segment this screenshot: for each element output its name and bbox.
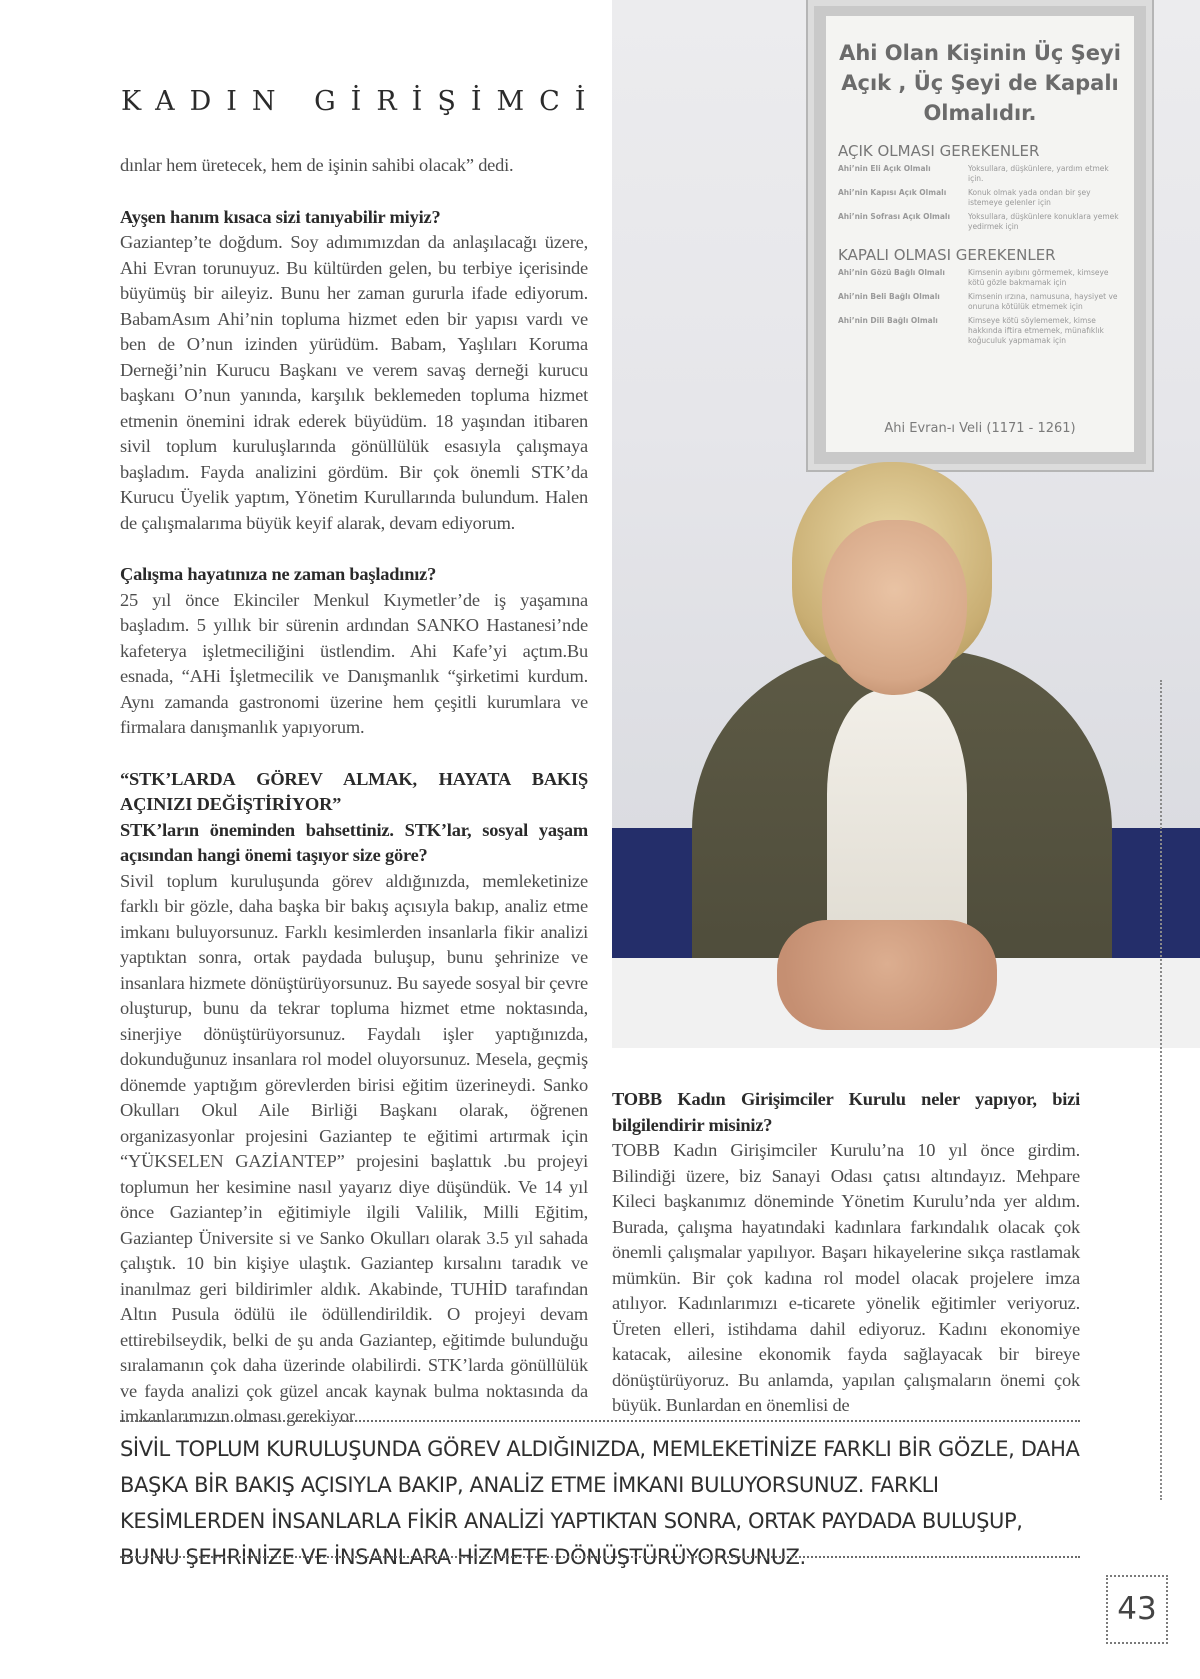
sign-closed-heading: KAPALI OLMASI GEREKENLER <box>838 246 1056 264</box>
sign-row <box>838 268 1122 288</box>
sign-row <box>838 212 1122 232</box>
sign-row-key: Ahi’nin Eli Açık Olmalı <box>838 164 931 173</box>
portrait-photo <box>612 0 1200 1048</box>
answer-3: Sivil toplum kuruluşunda görev aldığınızda, memleketinize farklı bir gözle, daha başka bir bakış açısıyla bakıp, analiz etme imkanı buluyorsunuz. Farklı kesimlerden insanlarla fikir analizi yaptıktan sonra, ortak paydada buluşup, bunu şehrinize ve insanlara hizmete dönüştürüyorsunuz. Bu sayede sosyal bir çevre oluşturup, bunu da tekrar topluma hizmet etme noktasında, sinerjiye dönüştürüyorsunuz. Faydalı işler yaptığınızda, dokunduğunuz insanlara rol model oluyorsunuz. Mesela, geçmiş dönemde yaptığım görevlerden birisi eğitim üzerineydi. Sanko Okulları Okul Aile Birliği Başkanı olarak, öğrenen organizasyonlar projesini Gaziantep te eğitimi artırmak için “YÜKSELEN GAZİANTEP” projesini başlattık .bu projeyi toplumun her kesimine nasıl yayarız diye düşündük. Ve 14 yıl önce Gaziantep’in eğitimiyle ilgili Valilik, Milli Eğitim, Gaziantep Üniversite si ve Sanko Okulları olarak 3.5 yıl sahada çalıştık. 10 bin kişiye ulaştık. Gaziantep kırsalını taradık ve inanılmaz geri bildirimler aldık. Akabinde, TUHİD tarafından Altın Pusula ödülü ile ödüllendirildik. O projeyi devam ettirebilseydik, belki de şu anda Gaziantep, eğitimde bulunduğu sıralamanın çok daha üzerinde olabilirdi. STK’larda gönüllülük ve fayda analizi çok güzel ancak kaynak bulma noktasında da imkanlarımızın olması gerekiyor. <box>120 870 588 1426</box>
pull-quote-top-rule <box>120 1420 1080 1422</box>
answer-2: 25 yıl önce Ekinciler Menkul Kıymetler’de iş yaşamına başladım. 5 yıllık bir sürenin ardından SANKO Hastanesi’nde kafeterya işletmeciliğini üstlendim. Ahi Kafe’yi açtım.Bu esnada, “AHi İşletmecilik ve Danışmanlık “şirketimi kurdum. Aynı zamanda gastronomi üzerine hem çeşitli kurumlara ve firmalara danışmanlık yapıyorum. <box>120 589 588 737</box>
sign-row-key: Ahi’nin Kapısı Açık Olmalı <box>838 188 947 197</box>
sign-row-value: Kimsenin ırzına, namusuna, haysiyet ve onuruna kötülük etmemek için <box>968 292 1118 311</box>
person-face <box>822 520 967 695</box>
right-column <box>612 1087 1080 1419</box>
sign-row-value: Yoksullara, düşkünlere konuklara yemek yedirmek için <box>968 212 1119 231</box>
sign-footer: Ahi Evran-ı Veli (1171 - 1261) <box>884 421 1076 436</box>
sign-row <box>838 292 1122 312</box>
person-shirt <box>827 690 967 950</box>
sign-row <box>838 188 1122 208</box>
vertical-dotted-rule <box>1160 680 1162 1500</box>
pull-quote-bottom-rule <box>120 1556 1080 1558</box>
sign-title: Ahi Olan Kişinin Üç Şeyi Açık , Üç Şeyi de Kapalı Olmalıdır. <box>839 41 1121 125</box>
answer-1: Gaziantep’te doğdum. Soy adımımızdan da anlaşılacağı üzere, Ahi Evran torunuyuz. Bu kültürden gelen, bu terbiye içerisinde büyümüş bir aileyiz. Bunu her zaman gururla ifade ediyorum. BabamAsım Ahi’nin topluma hizmet eden bir yapısı vardı ve ben de O’nun izinden yürüdüm. Babam, Yaşlıları Koruma Derneği’nin Kurucu Başkanı ve verem savaş derneği kurucu başkanı O’nun yanında, karşılık beklemeden topluma hizmet etmenin önemini idrak ederek büyüdüm. 18 yaşından itibaren sivil toplum kuruluşlarında gönüllülük esasıyla çalışmaya başladım. Fayda analizini gördüm. Bir çok önemli STK’da Kurucu Üyelik yaptım, Yönetim Kurullarında bulundum. Halen de çalışmalarıma büyük keyif alarak, devam ediyorum. <box>120 232 588 533</box>
sign-row-key: Ahi’nin Gözü Bağlı Olmalı <box>838 268 945 277</box>
sign-row <box>838 164 1122 184</box>
section-label: KADIN GİRİŞİMCİ <box>121 86 601 117</box>
subheading: “STK’LARDA GÖREV ALMAK, HAYATA BAKIŞ AÇINIZI DEĞİŞTİRİYOR” <box>120 768 588 814</box>
person-hands <box>777 920 997 1030</box>
question-3: STK’ların öneminden bahsettiniz. STK’lar, sosyal yaşam açısından hangi önemi taşıyor size göre? <box>120 819 588 865</box>
left-column <box>120 153 588 1430</box>
sign-open-heading: AÇIK OLMASI GEREKENLER <box>838 142 1040 160</box>
sign-row <box>838 316 1122 346</box>
page-number: 43 <box>1106 1575 1168 1644</box>
ahi-sign <box>826 16 1134 452</box>
pull-quote: SİVİL TOPLUM KURULUŞUNDA GÖREV ALDIĞINIZDA, MEMLEKETİNİZE FARKLI BİR GÖZLE, DAHA BAŞKA BİR BAKIŞ AÇISIYLA BAKIP, ANALİZ ETME İMKANI BULUYORSUNUZ. FARKLI KESİMLERDEN İNSANLARLA FİKİR ANALİZİ YAPTIKTAN SONRA, ORTAK PAYDADA BULUŞUP, BUNU ŞEHRİNİZE VE İNSANLARA HİZMETE DÖNÜŞTÜRÜYORSUNUZ. <box>120 1437 1080 1569</box>
ahi-sign-frame <box>808 0 1152 470</box>
question-4: TOBB Kadın Girişimciler Kurulu neler yapıyor, bizi bilgilendirir misiniz? <box>612 1089 1080 1135</box>
sign-row-value: Kimseye kötü söylememek, kimse hakkında iftira etmemek, münafıklık koğuculuk yapmamak için <box>968 316 1104 345</box>
question-2: Çalışma hayatınıza ne zaman başladınız? <box>120 564 437 584</box>
question-1: Ayşen hanım kısaca sizi tanıyabilir miyiz? <box>120 206 441 227</box>
sign-row-key: Ahi’nin Beli Bağlı Olmalı <box>838 292 940 301</box>
sign-row-value: Yoksullara, düşkünlere, yardım etmek için. <box>968 164 1109 183</box>
sign-row-key: Ahi’nin Sofrası Açık Olmalı <box>838 212 951 221</box>
sign-row-value: Kimsenin ayıbını görmemek, kimseye kötü gözle bakmamak için <box>968 268 1109 287</box>
sign-row-value: Konuk olmak yada ondan bir şey istemeye gelenler için <box>968 188 1091 207</box>
answer-4: TOBB Kadın Girişimciler Kurulu’na 10 yıl önce girdim. Bilindiği üzere, biz Sanayi Odası çatısı altındayız. Mehpare Kileci başkanımız döneminde Yönetim Kurulu’nda yer aldım. Burada, çalışma hayatındaki kadınlara farkındalık olacak çok önemli çalışmalar yapılıyor. Başarı hikayelerine sıkça rastlamak mümkün. Bir çok kadına rol model olacak projelere imza atılıyor. Kadınlarımızı e-ticarete yönelik eğitimler veriyoruz. Üreten elleri, istihdama dahil ediyoruz. Kadını ekonomiye katacak, ailesine ekonomik fayda sağlayacak bir bireye dönüştürüyoruz. Bu anlamda, yapılan çalışmaların önemi çok büyük. Bunlardan en önemlisi de <box>612 1140 1080 1415</box>
sign-row-key: Ahi’nin Dili Bağlı Olmalı <box>838 316 938 325</box>
intro-paragraph: dınlar hem üretecek, hem de işinin sahibi olacak” dedi. <box>120 155 514 175</box>
